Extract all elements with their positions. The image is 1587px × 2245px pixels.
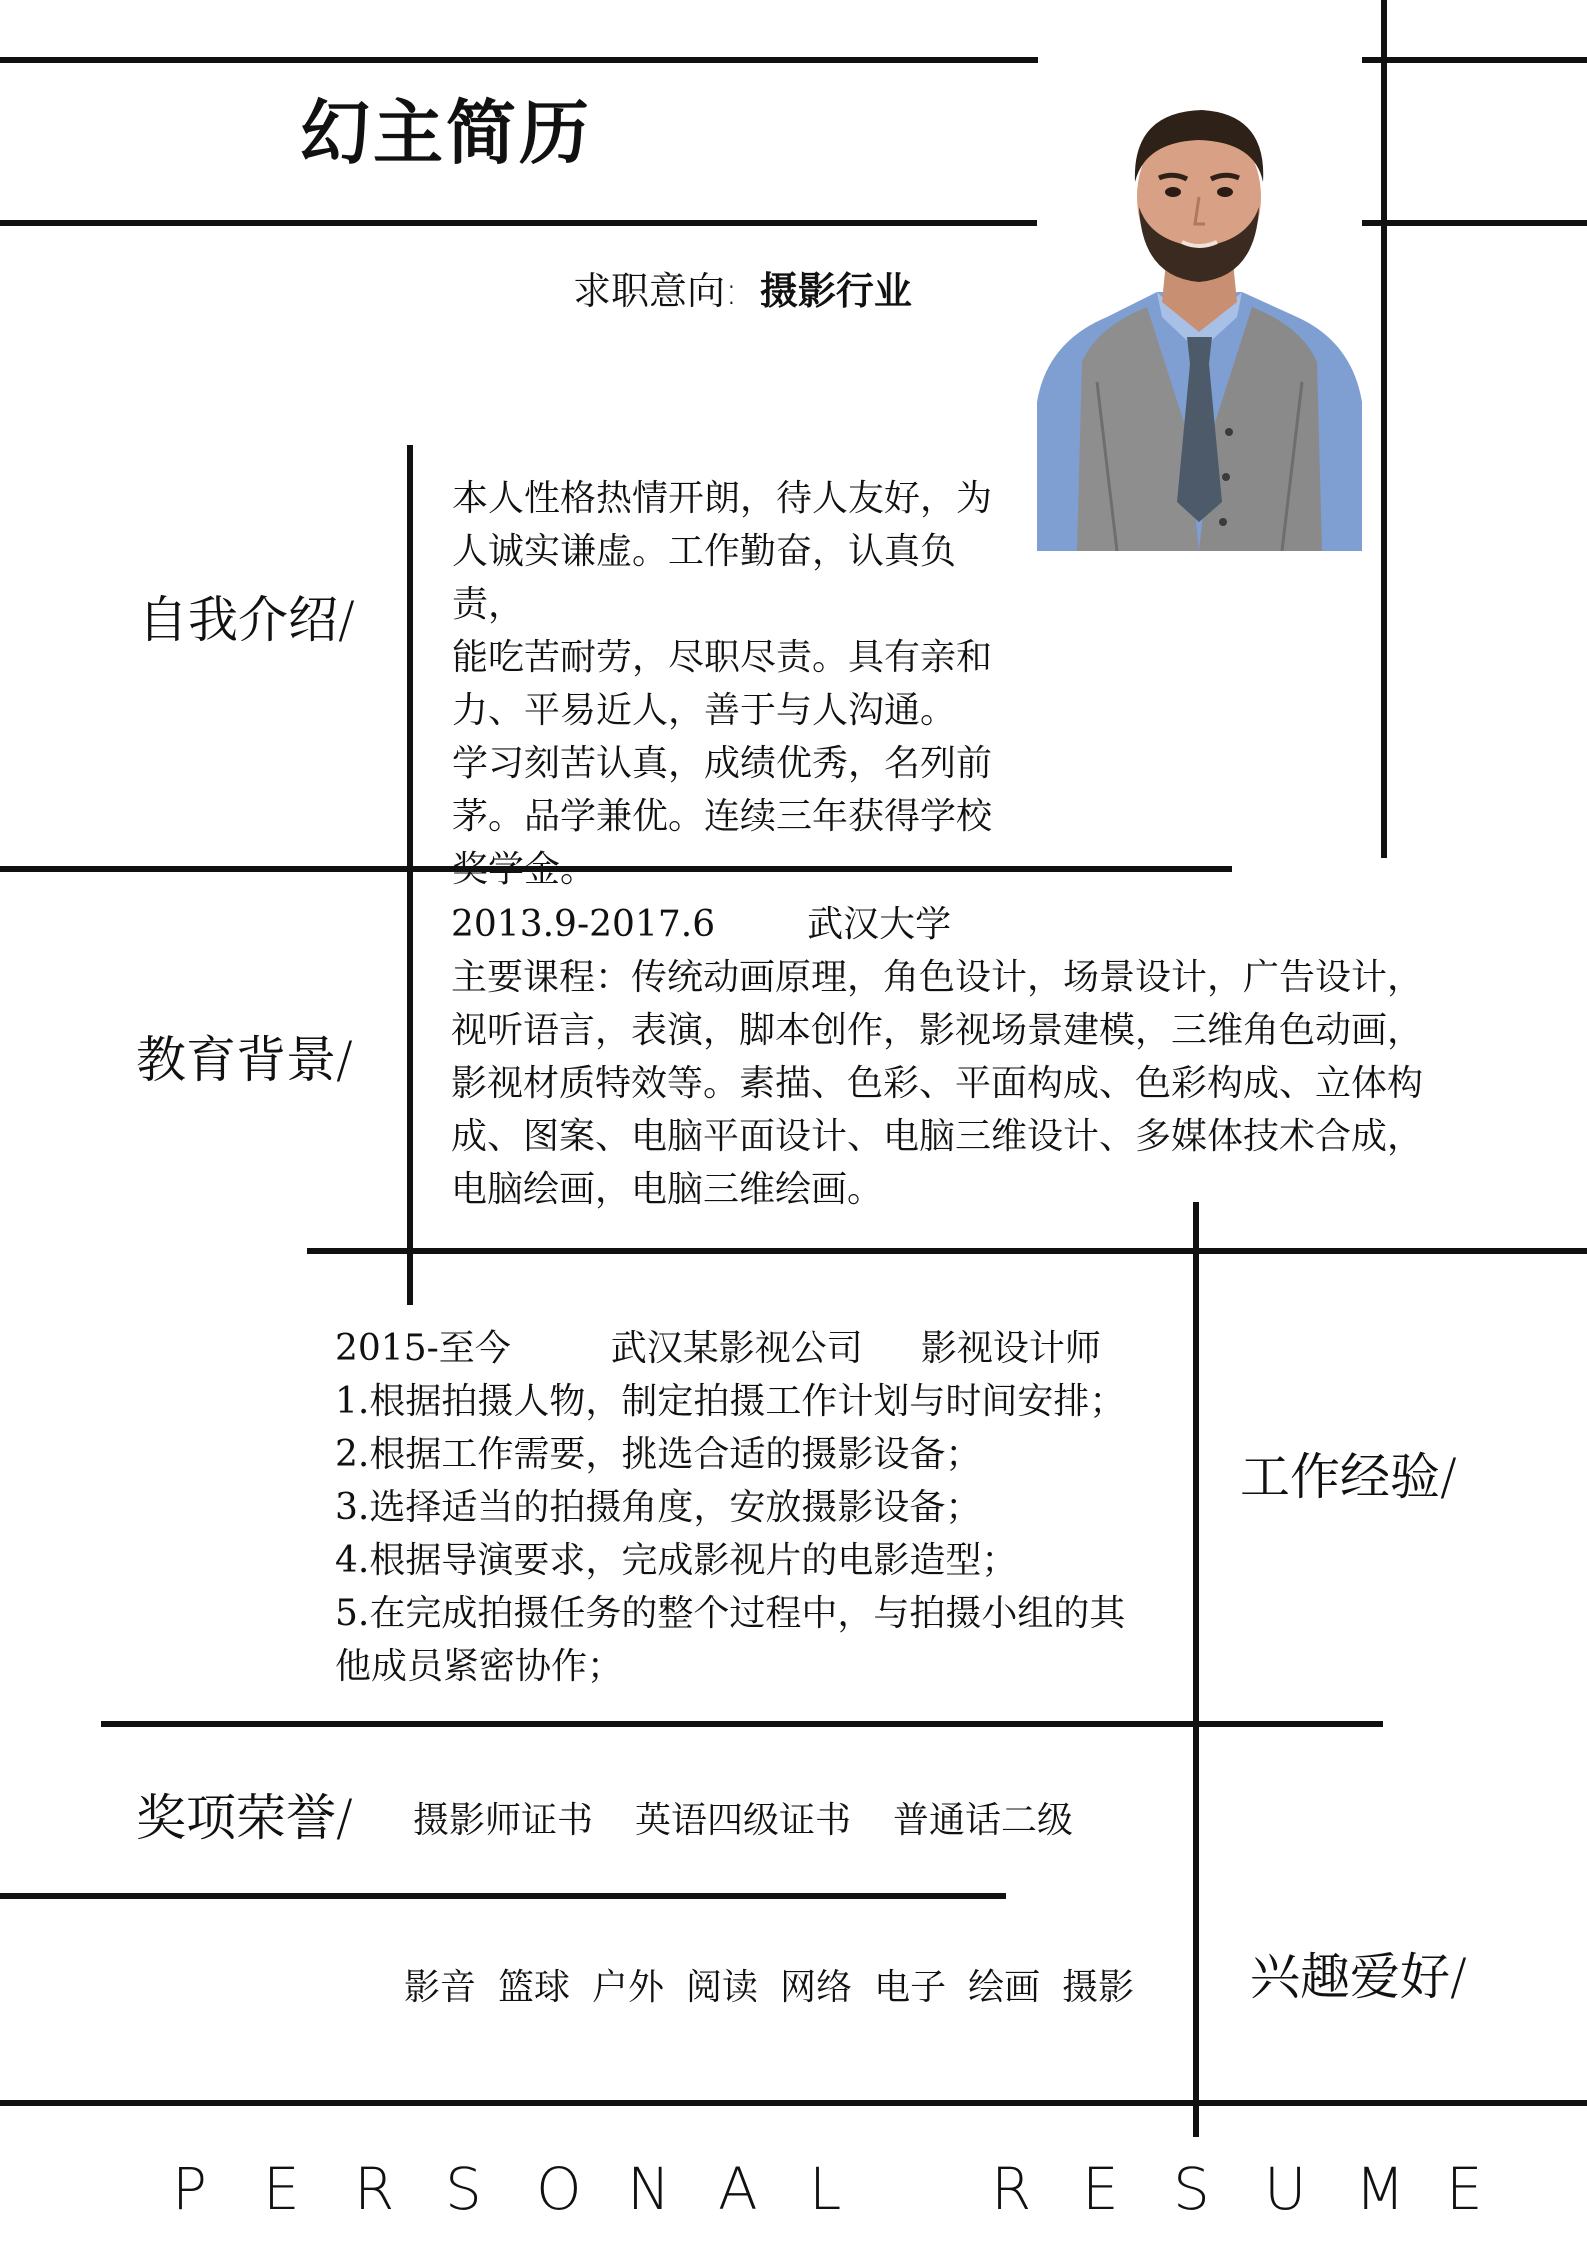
section-label-education: 教育背景/ — [136, 1031, 353, 1089]
intro-text — [452, 472, 1012, 896]
hobby-item: 阅读 — [686, 1967, 759, 2008]
hobby-item: 篮球 — [498, 1967, 571, 2008]
work-line: 他成员紧密协作； — [335, 1646, 624, 1687]
footer-letter: P — [172, 2155, 207, 2223]
intro-line: 奖学金。 — [452, 849, 597, 890]
intro-line: 学习刻苦认真，成绩优秀，名列前 — [452, 743, 993, 784]
hobby-item: 影音 — [404, 1967, 477, 2008]
footer-letter: E — [1082, 2155, 1119, 2223]
job-intent — [573, 269, 912, 313]
corner-rule-top — [1362, 57, 1587, 63]
footer-letter: S — [1173, 2155, 1210, 2223]
education-line: 电脑绘画，电脑三维绘画。 — [451, 1169, 884, 1210]
hobby-item: 户外 — [592, 1967, 665, 2008]
work-text — [335, 1322, 1185, 1693]
job-intent-label: 求职意向: — [573, 269, 738, 313]
footer-letter: A — [718, 2155, 758, 2223]
footer-letter: U — [1264, 2155, 1307, 2223]
education-line: 成、图案、电脑平面设计、电脑三维设计、多媒体技术合成， — [451, 1116, 1424, 1157]
education-period: 2013.9-2017.6 — [451, 904, 716, 945]
work-divider — [1193, 1202, 1199, 2137]
education-text — [451, 898, 1551, 1216]
work-header — [335, 1322, 1185, 1375]
work-line: 4.根据导演要求，完成影视片的电影造型； — [335, 1540, 1018, 1581]
intro-divider — [407, 445, 413, 1305]
work-line: 3.选择适当的拍摄角度，安放摄影设备； — [335, 1487, 982, 1528]
intro-line: 茅。品学兼优。连续三年获得学校 — [452, 796, 993, 837]
honors-list — [413, 1800, 1115, 1841]
education-line: 影视材质特效等。素描、色彩、平面构成、色彩构成、立体构 — [451, 1063, 1424, 1104]
education-school: 武汉大学 — [807, 904, 952, 945]
section-label-work: 工作经验/ — [1240, 1448, 1457, 1506]
page-title: 幻主简历 — [300, 92, 592, 174]
hobbies-bottom-rule — [0, 2100, 1587, 2106]
hobbies-list — [404, 1967, 1156, 2008]
hobby-item: 摄影 — [1062, 1967, 1135, 2008]
footer-letter: E — [263, 2155, 300, 2223]
footer-personal-resume — [172, 2155, 1537, 2223]
education-header — [451, 898, 1551, 951]
honor-item: 摄影师证书 — [413, 1800, 594, 1841]
work-line: 2.根据工作需要，挑选合适的摄影设备； — [335, 1434, 982, 1475]
footer-letter: E — [1446, 2155, 1483, 2223]
education-line: 主要课程：传统动画原理，角色设计，场景设计，广告设计， — [451, 957, 1424, 998]
title-top-rule — [0, 57, 1038, 63]
footer-letter: S — [445, 2155, 482, 2223]
section-label-intro: 自我介绍/ — [138, 591, 355, 649]
work-line: 1.根据拍摄人物，制定拍摄工作计划与时间安排； — [335, 1381, 1126, 1422]
footer-letter: M — [1355, 2155, 1406, 2223]
work-line: 5.在完成拍摄任务的整个过程中，与拍摄小组的其 — [335, 1593, 1126, 1634]
footer-letter: L — [809, 2155, 842, 2223]
profile-photo — [1037, 102, 1362, 551]
honor-item: 普通话二级 — [893, 1800, 1074, 1841]
footer-letter: R — [354, 2155, 395, 2223]
work-period: 2015-至今 — [335, 1328, 511, 1369]
section-label-honors: 奖项荣誉/ — [136, 1789, 353, 1847]
corner-rule-bottom — [1362, 220, 1587, 226]
education-line: 视听语言，表演，脚本创作，影视场景建模，三维角色动画， — [451, 1010, 1424, 1051]
intro-line: 力、平易近人，善于与人沟通。 — [452, 690, 957, 731]
title-bottom-rule — [0, 220, 1038, 226]
hobby-item: 电子 — [874, 1967, 947, 2008]
hobby-item: 网络 — [780, 1967, 853, 2008]
work-bottom-rule — [101, 1721, 1383, 1727]
right-vertical-rule — [1381, 0, 1387, 858]
work-position: 影视设计师 — [920, 1328, 1101, 1369]
intro-line: 本人性格热情开朗，待人友好，为 — [452, 478, 993, 519]
intro-line: 人诚实谦虚。工作勤奋，认真负责， — [452, 531, 957, 625]
intro-line: 能吃苦耐劳，尽职尽责。具有亲和 — [452, 637, 993, 678]
education-bottom-rule — [307, 1248, 1587, 1254]
work-company: 武汉某影视公司 — [610, 1328, 863, 1369]
hobby-item: 绘画 — [968, 1967, 1041, 2008]
honors-bottom-rule — [0, 1893, 1006, 1899]
section-label-hobbies: 兴趣爱好/ — [1250, 1948, 1467, 2006]
footer-letter: N — [627, 2155, 671, 2223]
footer-letter: R — [991, 2155, 1032, 2223]
footer-letter: O — [536, 2155, 582, 2223]
portrait-illustration — [1037, 102, 1362, 551]
job-intent-value: 摄影行业 — [759, 269, 912, 313]
honor-item: 英语四级证书 — [635, 1800, 852, 1841]
